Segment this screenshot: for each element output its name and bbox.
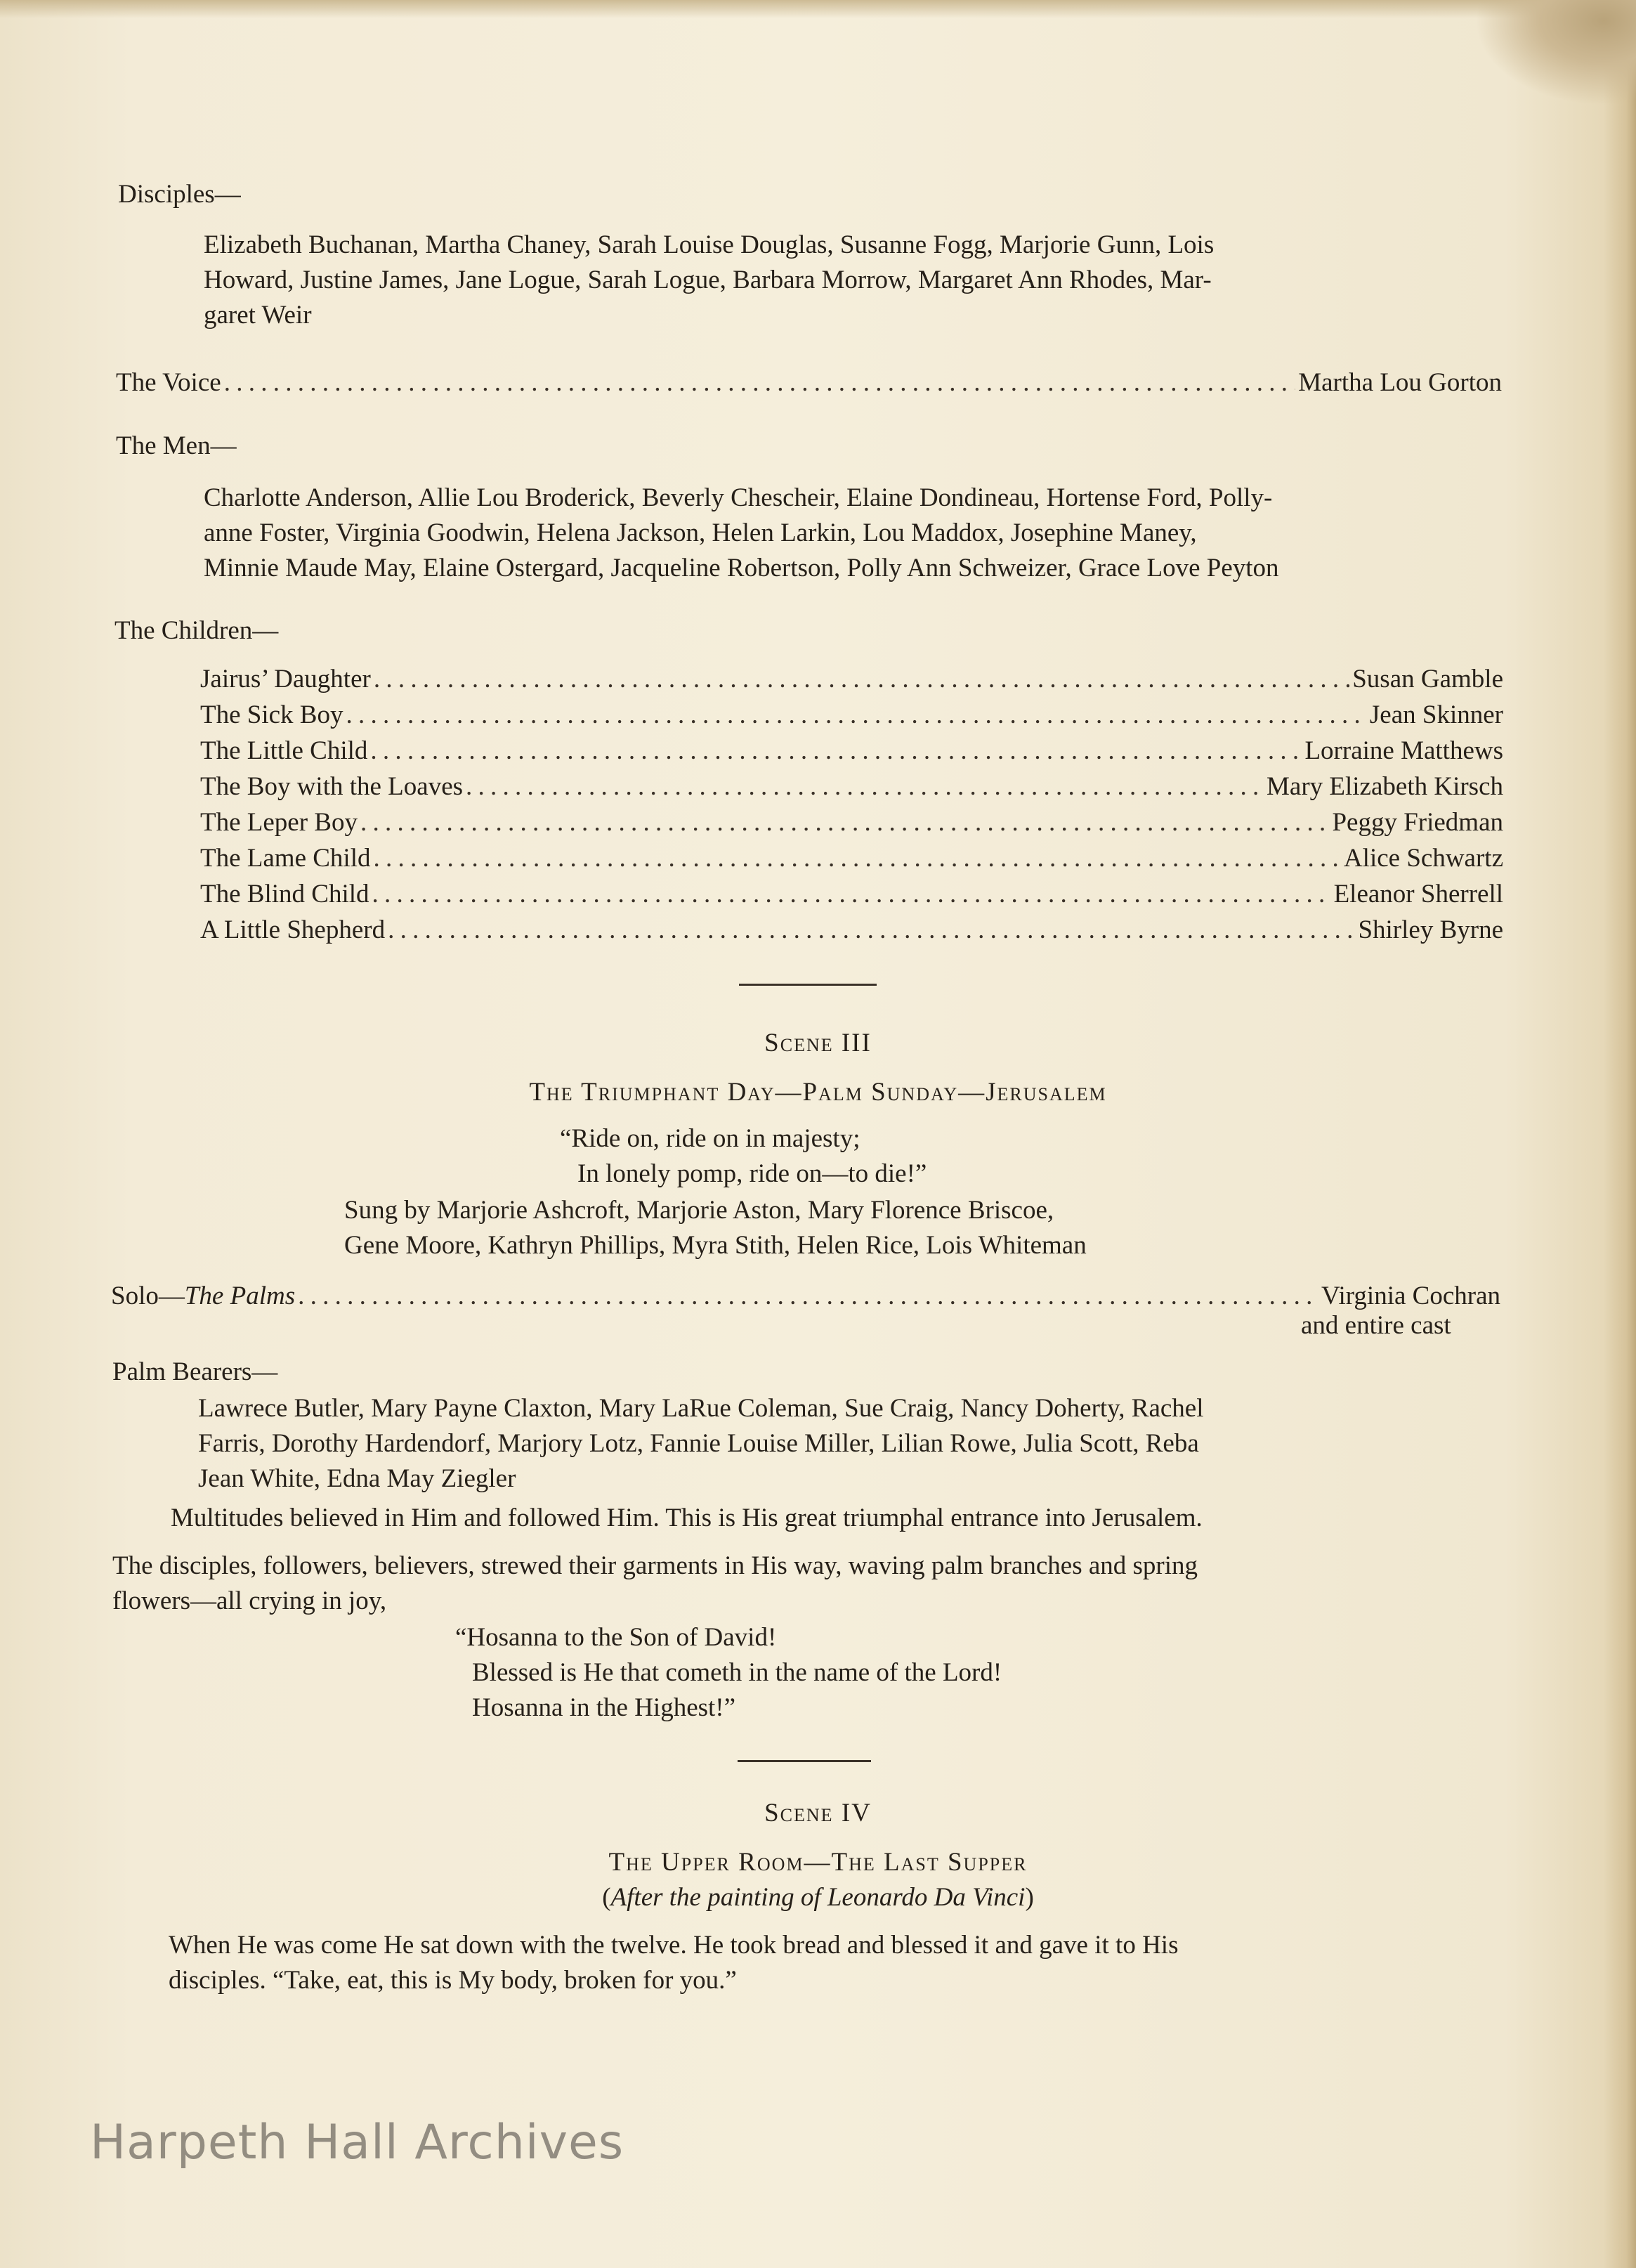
disciples-line-3: garet Weir	[204, 301, 312, 330]
men-line-2: anne Foster, Virginia Goodwin, Helena Jackson, Helen Larkin, Lou Maddox, Josephine Maney,	[204, 519, 1197, 547]
children-heading: The Children—	[114, 616, 279, 645]
child-role: The Lame Child	[200, 844, 371, 873]
scene-3-verse-2: In lonely pomp, ride on—to die!”	[577, 1159, 927, 1188]
children-role-row	[200, 698, 1503, 733]
solo-row	[111, 1279, 1500, 1314]
dot-leader	[346, 698, 1366, 733]
solo-title: The Palms	[184, 1282, 296, 1310]
scene-4-heading: Scene IV	[764, 1799, 872, 1827]
subtitle-after: After the painting of	[610, 1883, 821, 1912]
dot-leader	[372, 877, 1331, 912]
scene-3-heading: Scene III	[764, 1029, 872, 1057]
child-actor: Jean Skinner	[1369, 700, 1503, 729]
hosanna-line-3: Hosanna in the Highest!”	[472, 1693, 736, 1722]
voice-actor: Martha Lou Gorton	[1298, 368, 1502, 397]
child-role: The Blind Child	[200, 880, 369, 908]
scene-4-title: The Upper Room—The Last Supper	[608, 1848, 1028, 1877]
children-role-row	[200, 769, 1503, 804]
dot-leader	[374, 662, 1349, 697]
dot-leader	[370, 734, 1302, 769]
dot-leader	[374, 841, 1341, 876]
child-actor: Alice Schwartz	[1343, 844, 1503, 873]
scene-3-sung-line-1: Sung by Marjorie Ashcroft, Marjorie Aston, Mary Florence Briscoe,	[344, 1196, 1054, 1225]
dot-leader	[224, 365, 1296, 400]
child-actor: Lorraine Matthews	[1304, 736, 1503, 765]
child-actor: Eleanor Sherrell	[1333, 880, 1503, 908]
scene-4-subtitle	[0, 1880, 1636, 1915]
men-line-3: Minnie Maude May, Elaine Ostergard, Jacqueline Robertson, Polly Ann Schweizer, Grace Love Peyton	[204, 554, 1279, 582]
solo-prefix: Solo—	[111, 1282, 185, 1310]
paper-wear-corner	[1474, 0, 1636, 105]
voice-role: The Voice	[116, 368, 221, 397]
children-role-row	[200, 877, 1503, 912]
section-divider	[738, 1760, 871, 1762]
scene-3-title: The Triumphant Day—Palm Sunday—Jerusalem	[529, 1078, 1107, 1107]
hosanna-line-2: Blessed is He that cometh in the name of the Lord!	[472, 1658, 1002, 1687]
scene-4-text-line-1: When He was come He sat down with the twelve. He took bread and blessed it and gave it to His	[169, 1931, 1179, 1960]
child-role: Jairus’ Daughter	[200, 665, 371, 693]
subtitle-paren-close: )	[1025, 1883, 1034, 1912]
children-role-row	[200, 805, 1503, 840]
palm-bearers-line-3: Jean White, Edna May Ziegler	[198, 1464, 516, 1493]
dot-leader	[298, 1279, 1318, 1314]
child-role: The Little Child	[200, 736, 368, 765]
child-actor: Peggy Friedman	[1332, 808, 1503, 837]
child-role: A Little Shepherd	[200, 915, 386, 944]
solo-label	[111, 1279, 295, 1314]
voice-row	[116, 365, 1502, 400]
child-actor: Mary Elizabeth Kirsch	[1267, 772, 1503, 801]
dot-leader	[388, 913, 1355, 948]
child-actor: Susan Gamble	[1352, 665, 1503, 693]
dot-leader	[466, 769, 1264, 804]
narration-line-3: flowers—all crying in joy,	[112, 1586, 387, 1615]
palm-bearers-line-2: Farris, Dorothy Hardendorf, Marjory Lotz, Fannie Louise Miller, Lilian Rowe, Julia Scott, Reba	[198, 1429, 1199, 1458]
disciples-heading: Disciples—	[118, 180, 241, 209]
paper-edge-top	[0, 0, 1636, 18]
children-role-row	[200, 662, 1503, 697]
solo-actor-line-2: and entire cast	[1301, 1311, 1451, 1340]
section-divider	[739, 984, 877, 986]
solo-actor: Virginia Cochran	[1321, 1282, 1500, 1310]
child-role: The Leper Boy	[200, 808, 358, 837]
disciples-line-1: Elizabeth Buchanan, Martha Chaney, Sarah Louise Douglas, Susanne Fogg, Marjorie Gunn, Lois	[204, 230, 1215, 259]
hosanna-line-1: “Hosanna to the Son of David!	[455, 1623, 777, 1652]
paper-edge-right	[1604, 0, 1636, 2268]
subtitle-painter: Leonardo Da Vinci	[827, 1883, 1026, 1912]
dot-leader	[360, 805, 1329, 840]
scene-3-verse-1: “Ride on, ride on in majesty;	[560, 1124, 860, 1153]
men-line-1: Charlotte Anderson, Allie Lou Broderick, Beverly Chescheir, Elaine Dondineau, Hortense Ford, Polly-	[204, 483, 1273, 512]
narration-line-1: Multitudes believed in Him and followed Him. This is His great triumphal entrance into Jerusalem.	[171, 1504, 1203, 1532]
scene-3-sung-line-2: Gene Moore, Kathryn Phillips, Myra Stith, Helen Rice, Lois Whiteman	[344, 1231, 1087, 1260]
palm-bearers-heading: Palm Bearers—	[112, 1357, 278, 1386]
children-role-row	[200, 913, 1503, 948]
children-role-row	[200, 734, 1503, 769]
scene-4-text-line-2: disciples. “Take, eat, this is My body, broken for you.”	[169, 1966, 737, 1995]
palm-bearers-line-1: Lawrece Butler, Mary Payne Claxton, Mary LaRue Coleman, Sue Craig, Nancy Doherty, Rachel	[198, 1394, 1204, 1423]
men-heading: The Men—	[116, 431, 237, 460]
subtitle-paren-open: (	[602, 1883, 611, 1912]
narration-line-2: The disciples, followers, believers, strewed their garments in His way, waving palm branches and spring	[112, 1551, 1198, 1580]
child-actor: Shirley Byrne	[1358, 915, 1503, 944]
child-role: The Sick Boy	[200, 700, 343, 729]
disciples-line-2: Howard, Justine James, Jane Logue, Sarah Logue, Barbara Morrow, Margaret Ann Rhodes, Mar-	[204, 266, 1212, 294]
archive-watermark: Harpeth Hall Archives	[90, 2115, 624, 2170]
child-role: The Boy with the Loaves	[200, 772, 464, 801]
children-role-row	[200, 841, 1503, 876]
